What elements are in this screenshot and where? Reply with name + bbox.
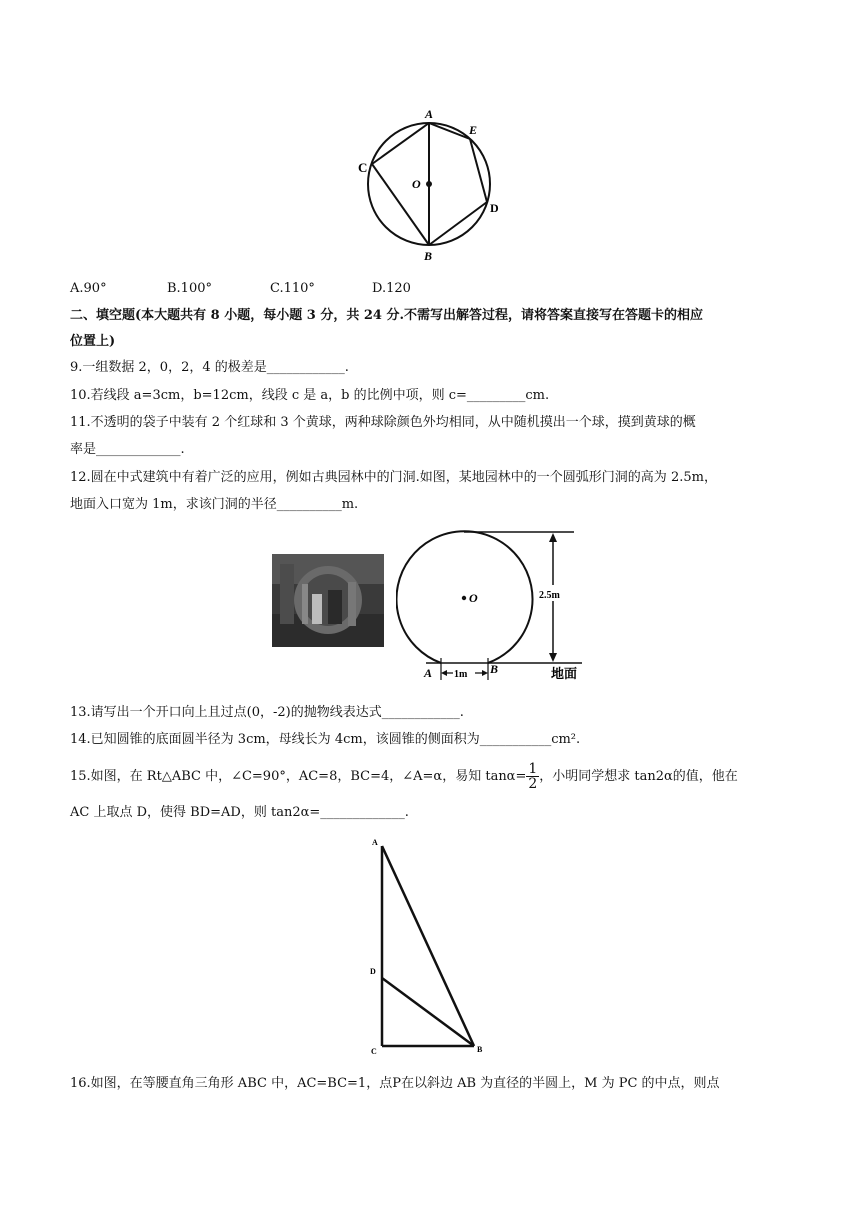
question-11: 11.不透明的袋子中装有 2 个红球和 3 个黄球，两种球除颜色外均相同，从中随机摸出一个球，摸到黄球的概 — [70, 415, 696, 430]
fraction-denominator: 2 — [528, 776, 538, 792]
question-11-cont: 率是_____________. — [70, 442, 185, 457]
width-label: 1m — [454, 669, 468, 680]
fraction — [526, 762, 539, 791]
ground-label: 地面 — [551, 666, 578, 681]
option-c: C.110° — [270, 281, 315, 296]
question-14: 14.已知圆锥的底面圆半径为 3cm，母线长为 4cm，该圆锥的侧面积为___________cm². — [70, 732, 581, 747]
doorway-center — [462, 596, 466, 600]
q8-options — [70, 280, 800, 298]
label-b: B — [490, 662, 499, 676]
label-o: O — [412, 177, 421, 191]
option-d: D.120 — [372, 281, 411, 296]
question-16: 16.如图，在等腰直角三角形 ABC 中，AC=BC=1，点P在以斜边 AB 为直径的半圆上，M 为 PC 的中点，则点 — [70, 1076, 720, 1091]
question-9: 9.一组数据 2，0，2，4 的极差是____________. — [70, 360, 349, 375]
arrow-top — [549, 533, 557, 542]
circle-figure-q8 — [350, 104, 510, 264]
option-b: B.100° — [167, 281, 212, 296]
label-d: D — [490, 201, 499, 215]
question-12-cont: 地面入口宽为 1m，求该门洞的半径__________m. — [70, 497, 359, 512]
center-dot — [426, 181, 432, 187]
fraction-numerator: 1 — [528, 761, 538, 777]
triangle-figure-q15 — [364, 834, 494, 1058]
q15-text-after: ，小明同学想求 tan2α的值，他在 — [539, 769, 738, 784]
segment-bd — [382, 978, 474, 1046]
label-b: B — [477, 1045, 483, 1054]
doorway-diagram — [396, 528, 596, 688]
question-12: 12.圆在中式建筑中有着广泛的应用，例如古典园林中的门洞.如图，某地园林中的一个圆弧形门洞的高为 2.5m， — [70, 470, 717, 485]
chord-ae — [429, 123, 470, 139]
label-a: A — [424, 666, 433, 680]
section-heading: 二、填空题(本大题共有 8 小题，每小题 3 分，共 24 分.不需写出解答过程，请将答案直接写在答题卡的相应 — [70, 308, 704, 323]
question-13: 13.请写出一个开口向上且过点(0，-2)的抛物线表达式____________. — [70, 705, 464, 720]
label-b: B — [424, 249, 433, 263]
option-a: A.90° — [70, 281, 107, 296]
label-a: A — [372, 838, 378, 847]
side-ab — [382, 846, 474, 1046]
question-10: 10.若线段 a=3cm，b=12cm，线段 c 是 a，b 的比例中项，则 c=_________cm. — [70, 388, 550, 403]
question-15-cont: AC 上取点 D，使得 BD=AD，则 tan2α=_____________. — [70, 805, 409, 820]
label-d: D — [370, 967, 376, 976]
label-o: O — [469, 591, 478, 605]
doorway-photo — [272, 554, 384, 647]
question-15 — [70, 760, 800, 794]
label-c: C — [371, 1047, 377, 1056]
q15-text-before: 15.如图，在 Rt△ABC 中，∠C=90°，AC=8，BC=4，∠A=α，易知 tanα= — [70, 769, 527, 784]
height-label: 2.5m — [539, 590, 560, 601]
arrow-bottom — [549, 653, 557, 662]
label-e: E — [469, 123, 478, 137]
label-a: A — [425, 107, 434, 121]
section-heading-cont: 位置上) — [70, 334, 116, 349]
label-c: C — [358, 160, 368, 175]
